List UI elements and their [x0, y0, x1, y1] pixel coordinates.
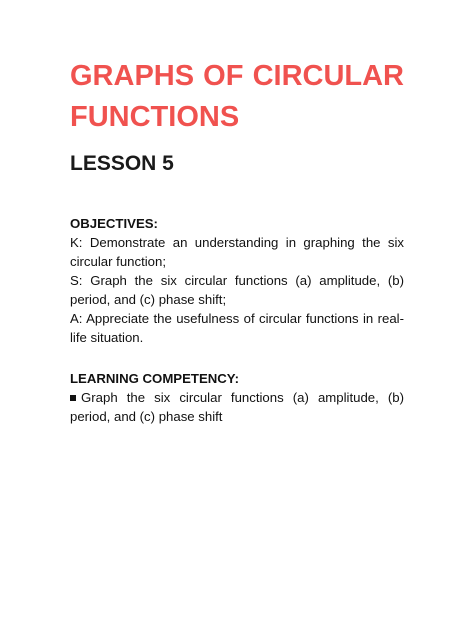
objectives-heading: OBJECTIVES: [70, 216, 158, 231]
document-title [70, 56, 404, 138]
title-line-2: FUNCTIONS [70, 101, 240, 133]
objective-attitude: A: Appreciate the usefulness of circular functions in real-life situation. [70, 311, 404, 345]
objective-skill: S: Graph the six circular functions (a) amplitude, (b) period, and (c) phase shift; [70, 273, 404, 307]
competency-heading: LEARNING COMPETENCY: [70, 371, 239, 386]
title-line-1: GRAPHS OF CIRCULAR [70, 60, 404, 92]
objective-knowledge: K: Demonstrate an understanding in graphing the six circular function; [70, 235, 404, 269]
square-bullet-icon [70, 395, 76, 401]
competency-item [70, 388, 404, 426]
lesson-heading: LESSON 5 [70, 152, 174, 175]
learning-competency-section [70, 369, 404, 426]
objectives-section [70, 214, 404, 347]
competency-item-text: Graph the six circular functions (a) amplitude, (b) period, and (c) phase shift [70, 390, 404, 424]
